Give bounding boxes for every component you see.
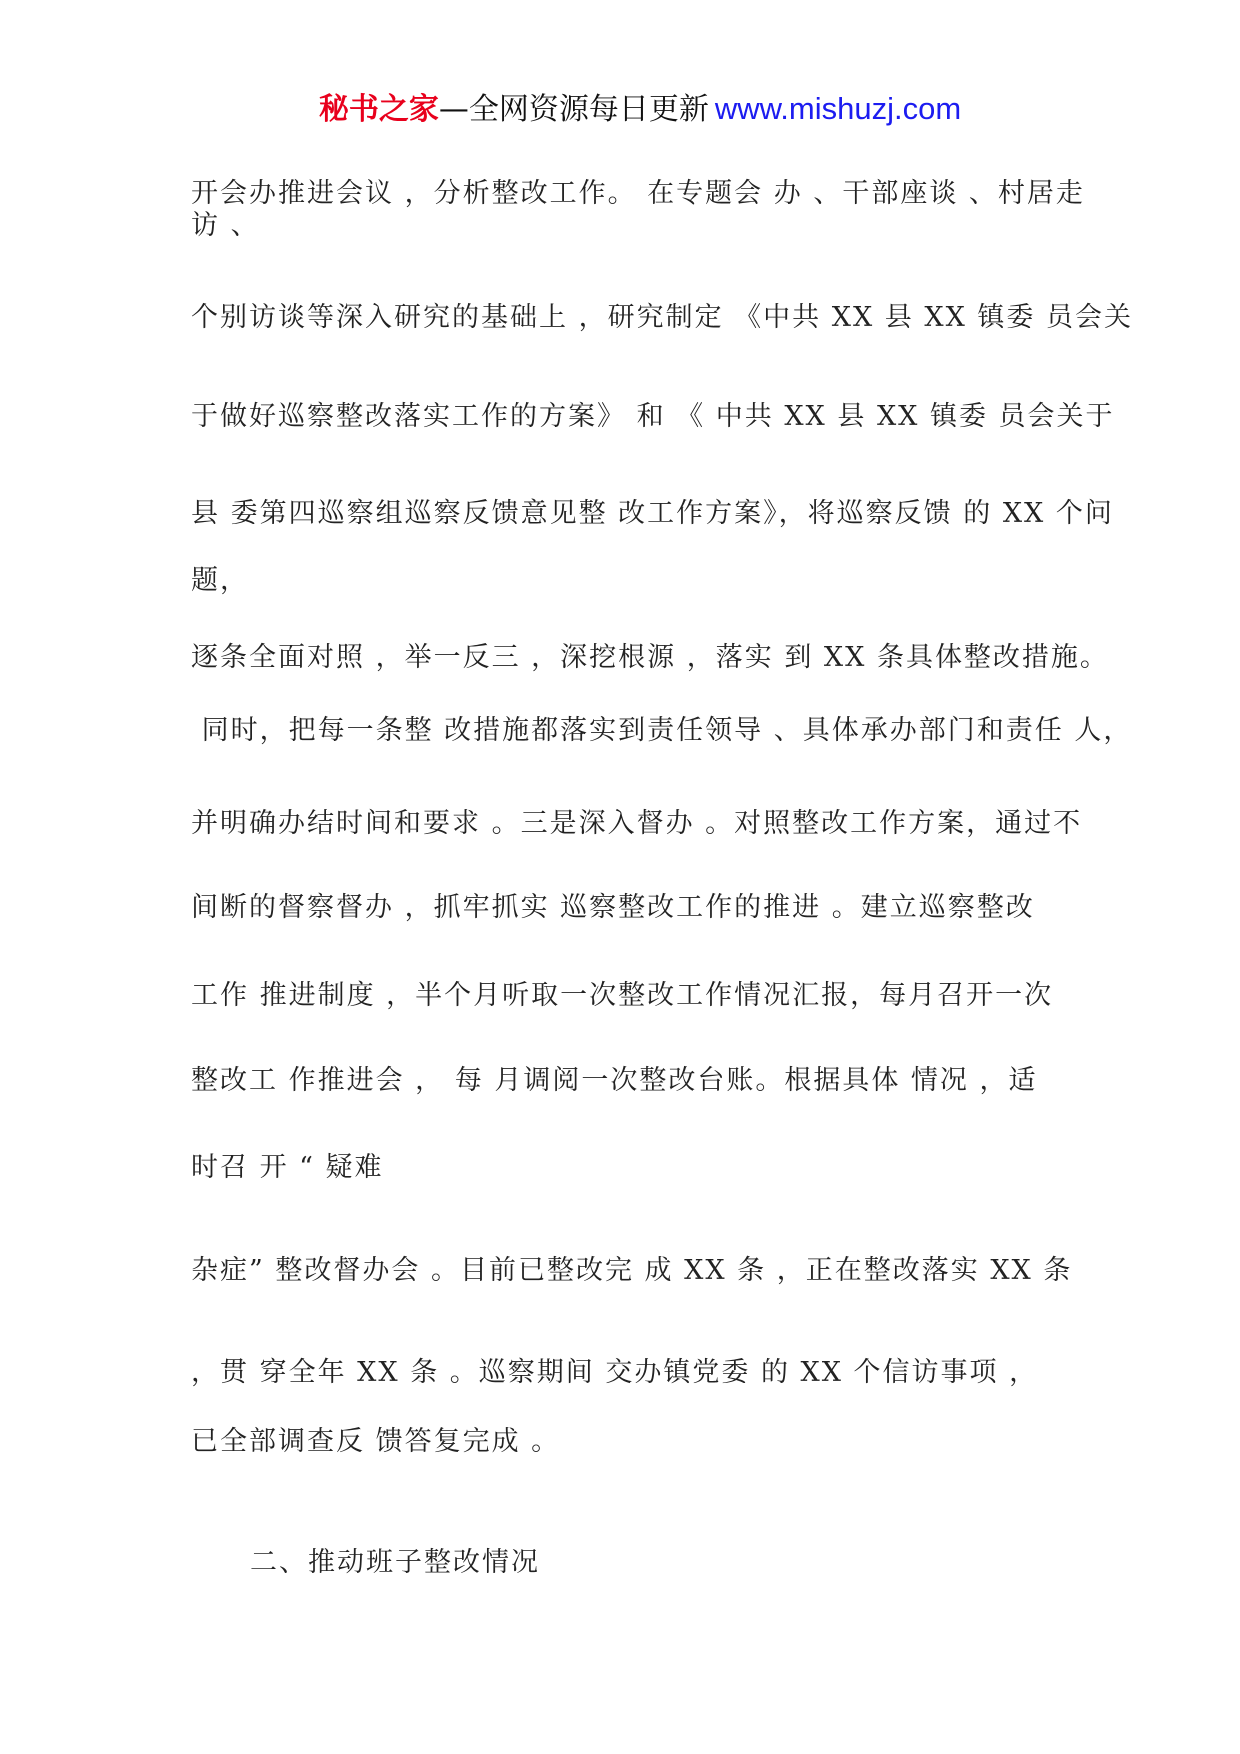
brand-name: 秘书之家 (318, 92, 439, 127)
site-url: www.mishuzj.com (714, 91, 962, 126)
page-header (0, 89, 1240, 129)
body-line: 于做好巡察整改落实工作的方案》 和 《 中共 XX 县 XX 镇委 员会关于 (191, 401, 1115, 432)
body-line: 访 、 (191, 210, 260, 241)
body-line: ，贯 穿全年 XX 条 。巡察期间 交办镇党委 的 XX 个信访事项 ， (191, 1357, 1039, 1388)
header-tagline: —全网资源每日更新 (438, 92, 709, 127)
body-line: 已全部调查反 馈答复完成 。 (191, 1426, 561, 1457)
body-line: 并明确办结时间和要求 。三是深入督办 。对照整改工作方案，通过不 (191, 808, 1083, 839)
body-line: 整改工 作推进会 ， 每 月调阅一次整改台账。根据具体 情况 ，适 (191, 1065, 1038, 1096)
body-line: 开会办推进会议 ，分析整改工作。 在专题会 办 、干部座谈 、村居走 (191, 178, 1085, 209)
body-line: 题， (191, 565, 249, 596)
body-line: 逐条全面对照 ，举一反三 ，深挖根源 ，落实 到 XX 条具体整改措施。 (191, 642, 1109, 673)
body-line: 间断的督察督办 ，抓牢抓实 巡察整改工作的推进 。建立巡察整改 (191, 892, 1035, 923)
body-line: 个别访谈等深入研究的基础上 ，研究制定 《中共 XX 县 XX 镇委 员会关 (191, 302, 1133, 333)
body-line: 同时，把每一条整 改措施都落实到责任领导 、具体承办部门和责任 人， (191, 715, 1133, 746)
body-line: 县 委第四巡察组巡察反馈意见整 改工作方案》，将巡察反馈 的 XX 个问 (191, 498, 1114, 529)
section-heading: 二、推动班子整改情况 (250, 1547, 540, 1578)
body-line: 工作 推进制度 ，半个月听取一次整改工作情况汇报，每月召开一次 (191, 980, 1054, 1011)
body-line: 杂症” 整改督办会 。目前已整改完 成 XX 条 ，正在整改落实 XX 条 (191, 1255, 1073, 1286)
body-line: 时召 开 “ 疑难 (191, 1152, 384, 1183)
